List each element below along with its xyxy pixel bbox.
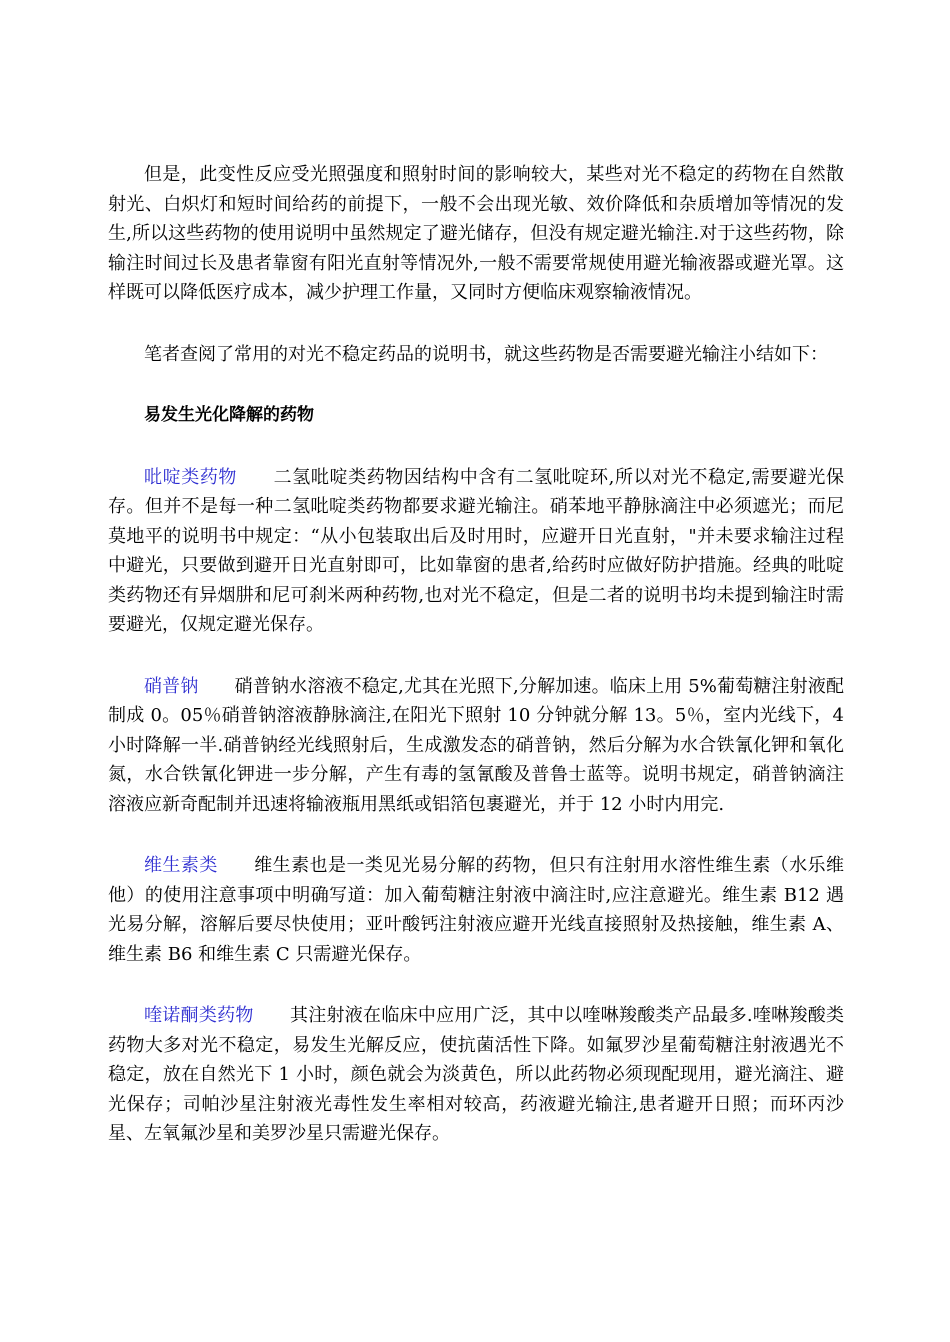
section-heading: 易发生光化降解的药物 <box>144 405 314 425</box>
paragraph-spacer <box>108 369 844 401</box>
paragraph-text: 其注射液在临床中应用广泛，其中以喹啉羧酸类产品最多.喹啉羧酸类药物大多对光不稳定，易发生光解反应，使抗菌活性下降。如氟罗沙星葡萄糖注射液遇光不稳定，放在自然光下 1 小时，颜色就会为淡黄色，所以此药物必须现配现用，避光滴注、避光保存；司帕沙星注射液光毒性发生率相对较高，药液避光输注,患者避开日照；而环丙沙星、左氧氟沙星和美罗沙星只需避光保存。 <box>108 1005 845 1144</box>
paragraph-text: 维生素也是一类见光易分解的药物，但只有注射用水溶性维生素（水乐维他）的使用注意事项中明确写道：加入葡萄糖注射液中滴注时,应注意避光。维生素 B12 遇光易分解，溶解后要尽快使用；亚叶酸钙注射液应避开光线直接照射及热接触，维生素 A、维生素 B6 和维生素 C 只需避光保存。 <box>108 855 845 965</box>
paragraph-vitamins <box>108 851 844 969</box>
paragraph-text: 硝普钠水溶液不稳定,尤其在光照下,分解加速。临床上用 5%葡萄糖注射液配制成 0。05％硝普钠溶液静脉滴注,在阳光下照射 10 分钟就分解 13。5％，室内光线下，4 小时降解一半.硝普钠经光线照射后，生成激发态的硝普钠，然后分解为水合铁氰化钾和氧化氮，水合铁氰化钾进一步分解，产生有毒的氢氰酸及普鲁士蓝等。说明书规定，硝普钠滴注溶液应新奇配制并迅速将输液瓶用黑纸或铝箔包裹避光，并于 12 小时内用完. <box>108 675 845 815</box>
term-link-pyridine[interactable]: 吡啶类药物 <box>144 466 238 488</box>
paragraph-pyridine-drugs <box>108 463 844 640</box>
paragraph-spacer <box>108 308 844 340</box>
term-link-vitamins[interactable]: 维生素类 <box>144 855 218 876</box>
paragraph-text: 二氢吡啶类药物因结构中含有二氢吡啶环,所以对光不稳定,需要避光保存。但并不是每一种二氢吡啶类药物都要求避光输注。硝苯地平静脉滴注中必须遮光；而尼莫地平的说明书中规定：“从小包装取出后及时用时，应避开日光直射，"并未要求输注过程中避光，只要做到避开日光直射即可，比如靠窗的患者,给药时应做好防护措施。经典的吡啶类药物还有异烟肼和尼可刹米两种药物,也对光不稳定，但是二者的说明书均未提到输注时需要避光，仅规定避光保存。 <box>108 466 844 635</box>
paragraph-photodegradation-intro: 但是，此变性反应受光照强度和照射时间的影响较大，某些对光不稳定的药物在自然散射光、白炽灯和短时间给药的前提下，一般不会出现光敏、效价降低和杂质增加等情况的发生,所以这些药物的使用说明中虽然规定了避光储存，但没有规定避光输注.对于这些药物，除输注时间过长及患者靠窗有阳光直射等情况外,一般不需要常规使用避光输液器或避光罩。这样既可以降低医疗成本，减少护理工作量，又同时方便临床观察输液情况。 <box>108 164 844 303</box>
paragraph-spacer <box>108 640 844 672</box>
paragraph-summary-intro: 笔者查阅了常用的对光不稳定药品的说明书，就这些药物是否需要避光输注小结如下： <box>144 343 828 365</box>
term-link-nitroprusside[interactable]: 硝普钠 <box>144 675 199 697</box>
term-link-quinolones[interactable]: 喹诺酮类药物 <box>144 1005 254 1026</box>
document-page <box>108 160 844 1149</box>
paragraph-nitroprusside <box>108 672 844 820</box>
paragraph-quinolones <box>108 1001 844 1149</box>
paragraph-spacer <box>108 431 844 463</box>
paragraph-spacer <box>108 969 844 1001</box>
paragraph-spacer <box>108 819 844 851</box>
